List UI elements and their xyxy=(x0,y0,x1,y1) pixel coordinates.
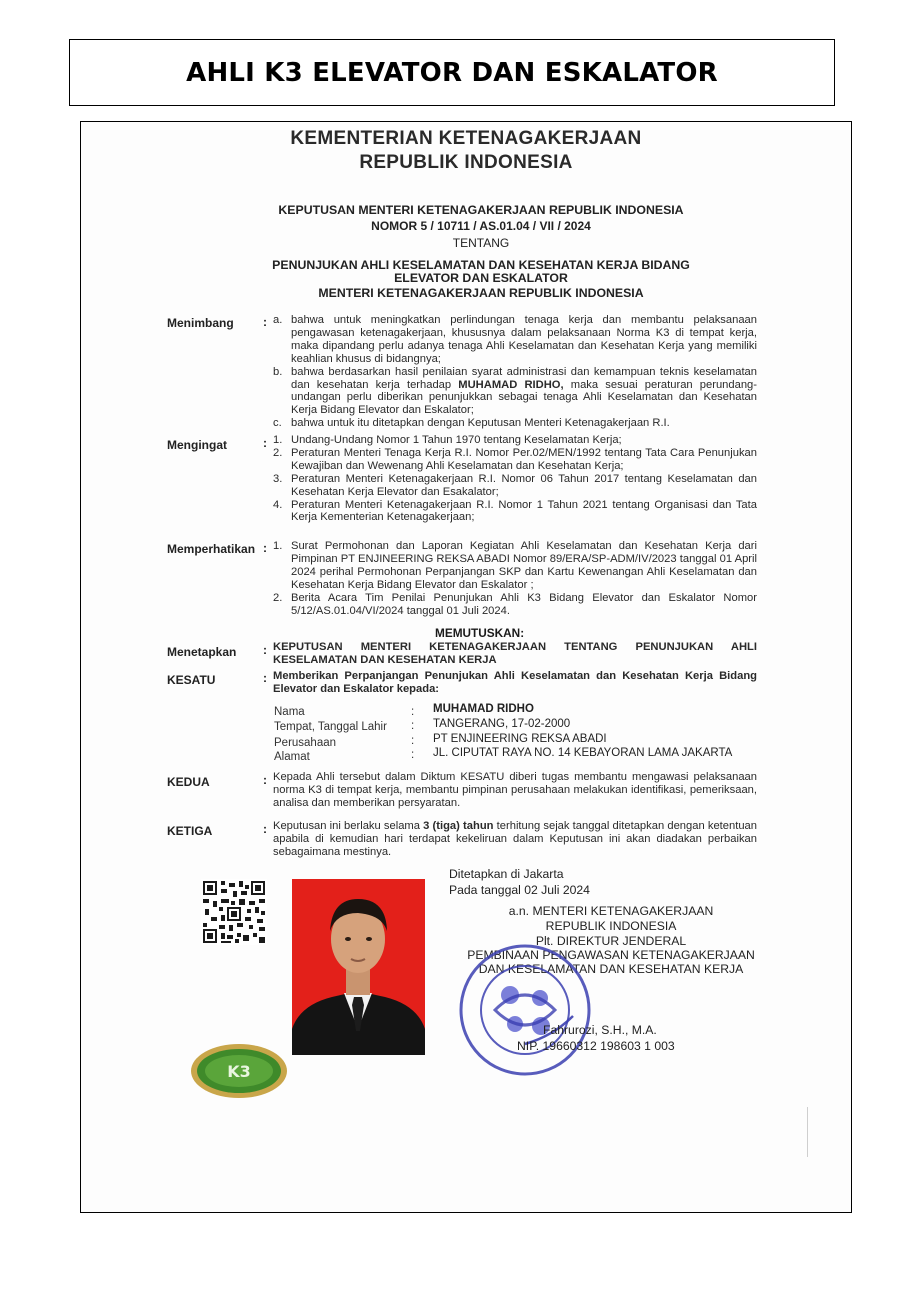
person-silhouette-icon xyxy=(292,879,425,1055)
menetapkan-text: KEPUTUSAN MENTERI KETENAGAKERJAAN TENTANG PENUNJUKAN AHLI KESELAMATAN DAN KESEHATAN KERJA xyxy=(273,641,757,666)
memperhatikan-list xyxy=(273,540,757,617)
kedua-colon: : xyxy=(263,773,267,787)
identity-colon: : xyxy=(411,735,415,747)
ketiga-colon: : xyxy=(263,822,267,836)
signer-name: Fahrurozi, S.H., M.A. xyxy=(543,1023,657,1037)
mengingat-item-1 xyxy=(273,434,757,447)
mengingat-list xyxy=(273,434,757,524)
identity-colon: : xyxy=(411,706,415,718)
memperhatikan-item-2 xyxy=(273,592,757,618)
mengingat-label: Mengingat xyxy=(167,438,227,452)
item-marker: 2. xyxy=(273,591,283,604)
item-text: Surat Permohonan dan Laporan Kegiatan Ahli Keselamatan dan Kesehatan Kerja dari Pimpinan PT ENJINEERING REKSA ABADI Nomor 89/ERA/SP-ADM/IV/2023 tanggal 01 April 2024 perihal Permohonan Perpanjangan SKP dan Kartu Kewenangan Ahli Keselamatan dan Kesehatan Kerja Bidang Elevator dan Eskalator ; xyxy=(291,540,757,591)
mengingat-item-2 xyxy=(273,447,757,473)
kesatu-label: KESATU xyxy=(167,673,216,687)
item-marker: 2. xyxy=(273,446,283,459)
kesatu-colon: : xyxy=(263,671,267,685)
menimbang-item-c xyxy=(273,417,757,430)
ketiga-text-before: Keputusan ini berlaku selama xyxy=(273,820,424,832)
signature-date: Pada tanggal 02 Juli 2024 xyxy=(449,883,590,897)
item-marker: 1. xyxy=(273,540,283,552)
k3-logo-icon xyxy=(189,1042,289,1100)
tentang: TENTANG xyxy=(452,236,510,250)
menimbang-colon: : xyxy=(263,315,267,329)
signature-line3: Plt. DIREKTUR JENDERAL xyxy=(535,934,687,948)
faint-divider xyxy=(807,1107,808,1157)
ministry-line1: KEMENTERIAN KETENAGAKERJAAN xyxy=(290,128,642,149)
item-marker: 1. xyxy=(273,434,283,446)
applicant-name-inline: MUHAMAD RIDHO, xyxy=(458,378,564,391)
signer-nip: NIP. 19660312 198603 1 003 xyxy=(517,1039,675,1053)
kedua-label: KEDUA xyxy=(167,775,210,789)
menetapkan-label: Menetapkan xyxy=(167,645,237,659)
decree-number: NOMOR 5 / 10711 / AS.01.04 / VII / 2024 xyxy=(371,219,591,233)
identity-colon: : xyxy=(411,720,415,732)
signature-line1: a.n. MENTERI KETENAGAKERJAAN xyxy=(508,904,714,918)
item-text-before: bahwa berdasarkan hasil penilaian syarat administrasi dan kemampuan teknis keselamatan dan kesehatan kerja terhadap xyxy=(291,365,757,391)
signature-line2: REPUBLIK INDONESIA xyxy=(545,919,677,933)
memutuskan-heading: MEMUTUSKAN: xyxy=(435,626,525,640)
item-marker: a. xyxy=(273,314,283,326)
signature-line5: DAN KESELAMATAN DAN KESEHATAN KERJA xyxy=(478,962,744,976)
identity-colon: : xyxy=(411,749,415,761)
signature-place: Ditetapkan di Jakarta xyxy=(449,867,564,881)
ketiga-label: KETIGA xyxy=(167,824,213,838)
qr-code xyxy=(201,879,267,945)
ketiga-duration: 3 (tiga) tahun xyxy=(423,820,494,832)
item-text xyxy=(291,366,757,418)
kedua-text: Kepada Ahli tersebut dalam Diktum KESATU diberi tugas membantu mengawasi pelaksanaan norma K3 di tempat kerja, membantu pimpinan perusahaan melakukan identifikasi, pemeriksaan, analisa dan memberikan persyaratan. xyxy=(273,771,757,809)
menimbang-item-b xyxy=(273,366,757,418)
item-text: Peraturan Menteri Ketenagakerjaan R.I. Nomor 06 Tahun 2017 tentang Keselamatan dan Kesehatan Kerja Elevator dan Esakalator; xyxy=(291,472,757,498)
mengingat-item-4 xyxy=(273,499,757,525)
k3-logo-text: K3 xyxy=(227,1062,251,1081)
identity-label-ttl: Tempat, Tanggal Lahir xyxy=(274,721,387,733)
menimbang-label: Menimbang xyxy=(167,316,234,330)
subject-line2: ELEVATOR DAN ESKALATOR xyxy=(394,271,568,285)
subject-line3: MENTERI KETENAGAKERJAAN REPUBLIK INDONESIA xyxy=(318,286,644,300)
page-title: AHLI K3 ELEVATOR DAN ESKALATOR xyxy=(186,57,718,88)
item-text: Peraturan Menteri Ketenagakerjaan R.I. Nomor 1 Tahun 2021 tentang Organisasi dan Tata Kerja Kementerian Ketenagakerjaan; xyxy=(291,498,757,524)
ketiga-text-after: terhitung sejak tanggal ditetapkan dengan ketentuan apabila di kemudian hari terdapat kekeliruan dalam Keputusan ini akan diadakan perbaikan sebagaimana mestinya. xyxy=(273,820,757,858)
item-text: bahwa untuk itu ditetapkan dengan Keputusan Menteri Ketenagakerjaan R.I. xyxy=(291,417,670,430)
item-text: Peraturan Menteri Tenaga Kerja R.I. Nomor Per.02/MEN/1992 tentang Tata Cara Penunjukan Kewajiban dan Wewenang Ahli Keselamatan dan Kesehatan Kerja; xyxy=(291,446,757,472)
certificate-document xyxy=(80,121,852,1213)
item-marker: b. xyxy=(273,365,283,378)
item-text: Undang-Undang Nomor 1 Tahun 1970 tentang Keselamatan Kerja; xyxy=(291,434,622,446)
signature-line4: PEMBINAAN PENGAWASAN KETENAGAKERJAAN xyxy=(467,948,755,962)
kesatu-text: Memberikan Perpanjangan Penunjukan Ahli Keselamatan dan Kesehatan Kerja Bidang Elevator dan Eskalator kepada: xyxy=(273,670,757,695)
identity-value-ttl: TANGERANG, 17-02-2000 xyxy=(433,718,571,730)
item-text-after: maka sesuai peraturan perundang-undangan perlu diberikan penunjukkan sebagai tenaga Ahli Keselamatan dan Kesehatan Kerja Bidang Elevator dan Eskalator; xyxy=(291,378,758,417)
identity-label-perusahaan: Perusahaan xyxy=(274,737,337,749)
identity-value-nama: MUHAMAD RIDHO xyxy=(433,703,534,715)
item-marker: 3. xyxy=(273,472,283,485)
applicant-photo xyxy=(292,879,425,1055)
ministry-seal xyxy=(455,940,595,1080)
k3-logo xyxy=(189,1042,289,1100)
menimbang-item-a xyxy=(273,314,757,366)
memperhatikan-label: Memperhatikan xyxy=(167,542,256,556)
item-text: bahwa untuk meningkatkan perlindungan tenaga kerja dan membantu pelaksanaan pengawasan ketenagakerjaan, khususnya dalam pelaksanaan Norma K3 di tempat kerja, maka dipandang perlu adanya tenaga Ahli Keselamatan dan Kesehatan Kerja yang memiliki keahlian khusus di bidangnya; xyxy=(291,314,757,365)
identity-label-alamat: Alamat xyxy=(274,751,310,763)
mengingat-item-3 xyxy=(273,473,757,499)
mengingat-colon: : xyxy=(263,436,267,450)
menimbang-list xyxy=(273,314,757,430)
page-title-box xyxy=(69,39,835,106)
memperhatikan-colon: : xyxy=(263,541,267,555)
item-marker: c. xyxy=(273,417,282,430)
identity-value-alamat: JL. CIPUTAT RAYA NO. 14 KEBAYORAN LAMA JAKARTA xyxy=(433,747,733,759)
ketiga-text xyxy=(273,820,757,859)
identity-value-perusahaan: PT ENJINEERING REKSA ABADI xyxy=(433,733,607,745)
identity-label-nama: Nama xyxy=(274,706,305,718)
memperhatikan-item-1 xyxy=(273,540,757,592)
qr-code-icon xyxy=(201,879,267,945)
item-text: Berita Acara Tim Penilai Penunjukan Ahli K3 Bidang Elevator dan Eskalator Nomor 5/12/AS.01.04/VI/2024 tanggal 01 Juli 2024. xyxy=(291,591,757,617)
item-marker: 4. xyxy=(273,498,283,511)
ministry-seal-icon xyxy=(455,940,595,1080)
ministry-line2: REPUBLIK INDONESIA xyxy=(359,152,573,173)
menetapkan-colon: : xyxy=(263,643,267,657)
decree-title: KEPUTUSAN MENTERI KETENAGAKERJAAN REPUBLIK INDONESIA xyxy=(278,203,684,217)
subject-line1: PENUNJUKAN AHLI KESELAMATAN DAN KESEHATAN KERJA BIDANG xyxy=(272,258,690,272)
